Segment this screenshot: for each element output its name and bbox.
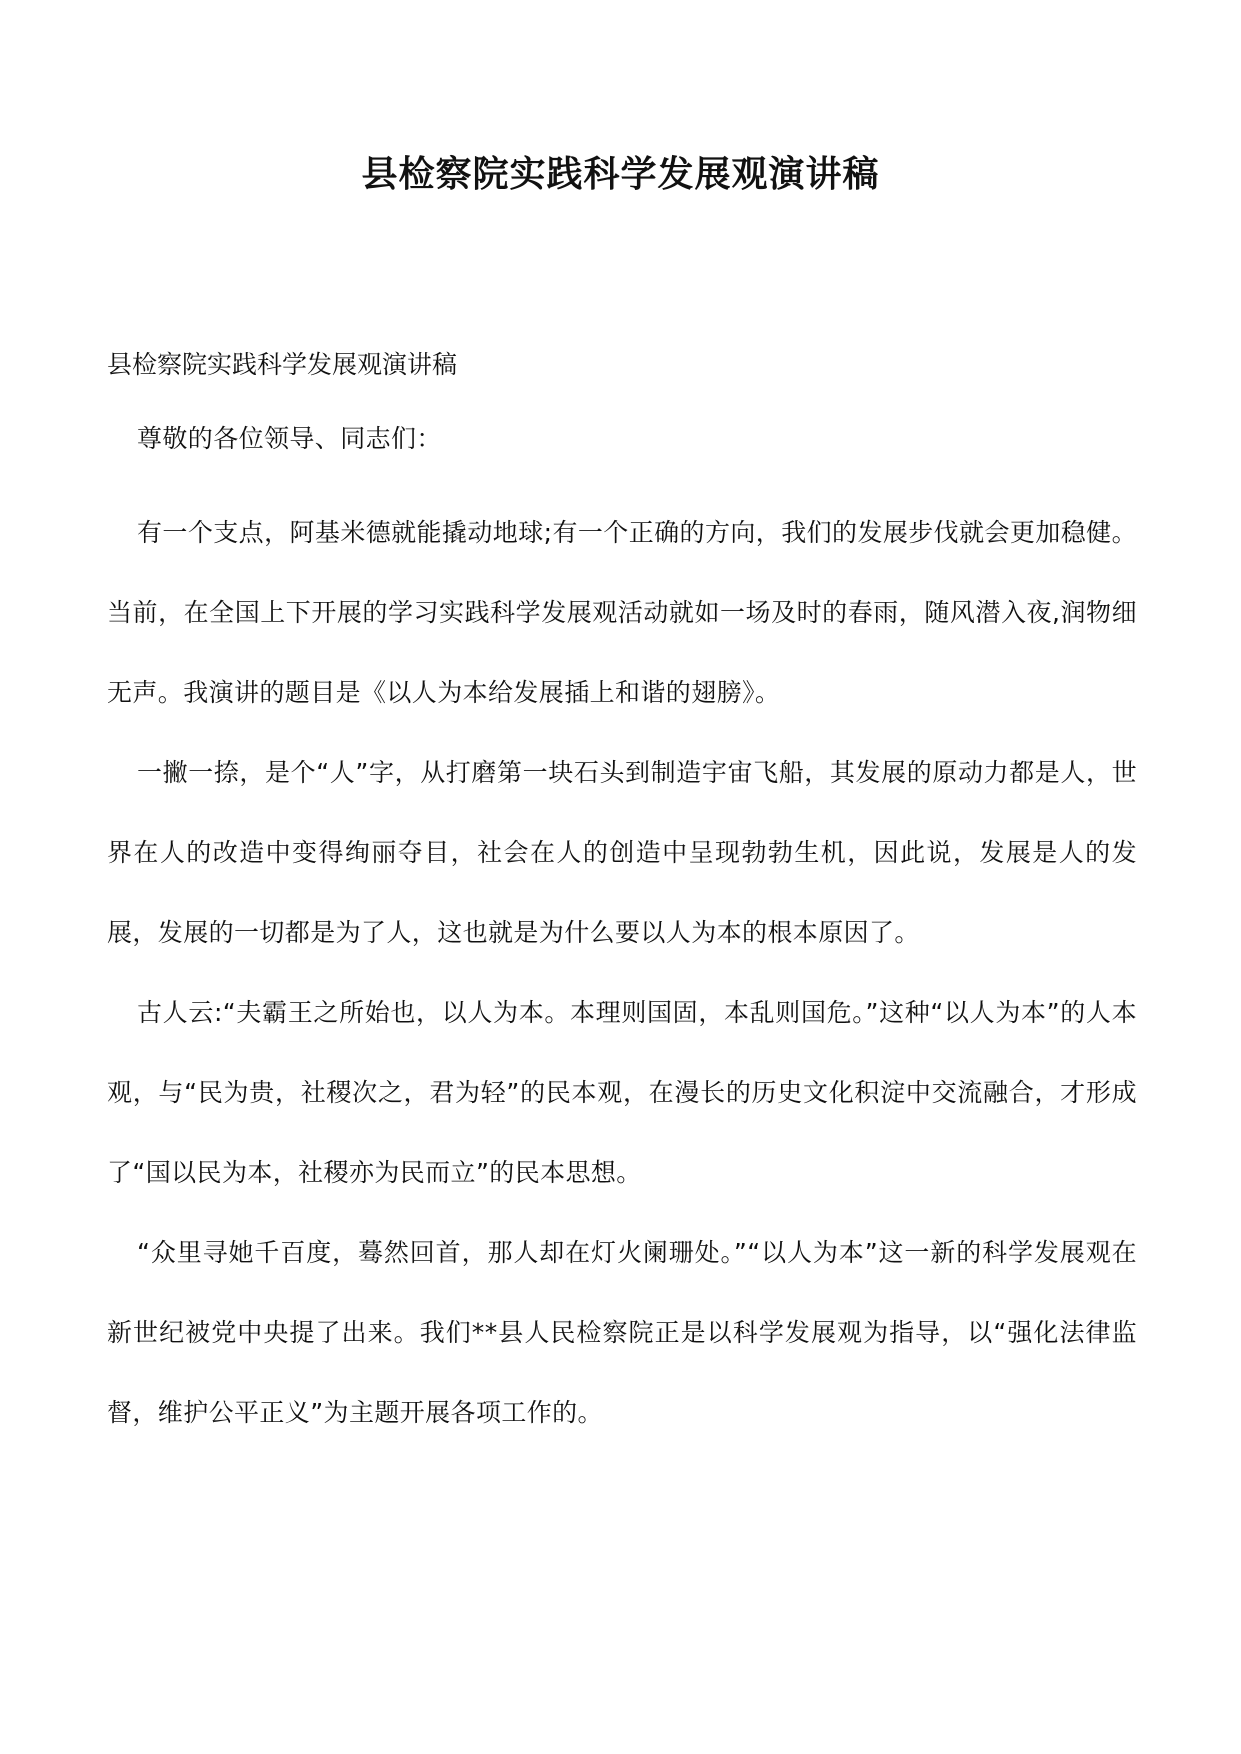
paragraph-2: 一撇一捺，是个“人”字，从打磨第一块石头到制造宇宙飞船，其发展的原动力都是人，世界在人的改造中变得绚丽夺目，社会在人的创造中呈现勃勃生机，因此说，发展是人的发展，发展的一切都是为了人，这也就是为什么要以人为本的根本原因了。	[107, 758, 1137, 947]
paragraph-1: 有一个支点，阿基米德就能撬动地球;有一个正确的方向，我们的发展步伐就会更加稳健。当前，在全国上下开展的学习实践科学发展观活动就如一场及时的春雨，随风潜入夜,润物细无声。我演讲的题目是《以人为本给发展插上和谐的翅膀》。	[107, 518, 1137, 707]
paragraph-greeting: 尊敬的各位领导、同志们：	[137, 424, 442, 453]
document-title: 县检察院实践科学发展观演讲稿	[361, 153, 880, 195]
paragraph-3: 古人云:“夫霸王之所始也，以人为本。本理则国固，本乱则国危。”这种“以人为本”的人本观，与“民为贵，社稷次之，君为轻”的民本观，在漫长的历史文化积淀中交流融合，才形成了“国以民为本，社稷亦为民而立”的民本思想。	[107, 998, 1137, 1187]
document-body	[107, 345, 1137, 1453]
document-subtitle: 县检察院实践科学发展观演讲稿	[107, 350, 458, 379]
paragraph-4: “众里寻她千百度，蓦然回首，那人却在灯火阑珊处。”“以人为本”这一新的科学发展观在新世纪被党中央提了出来。我们**县人民检察院正是以科学发展观为指导，以“强化法律监督，维护公平正义”为主题开展各项工作的。	[107, 1238, 1137, 1427]
